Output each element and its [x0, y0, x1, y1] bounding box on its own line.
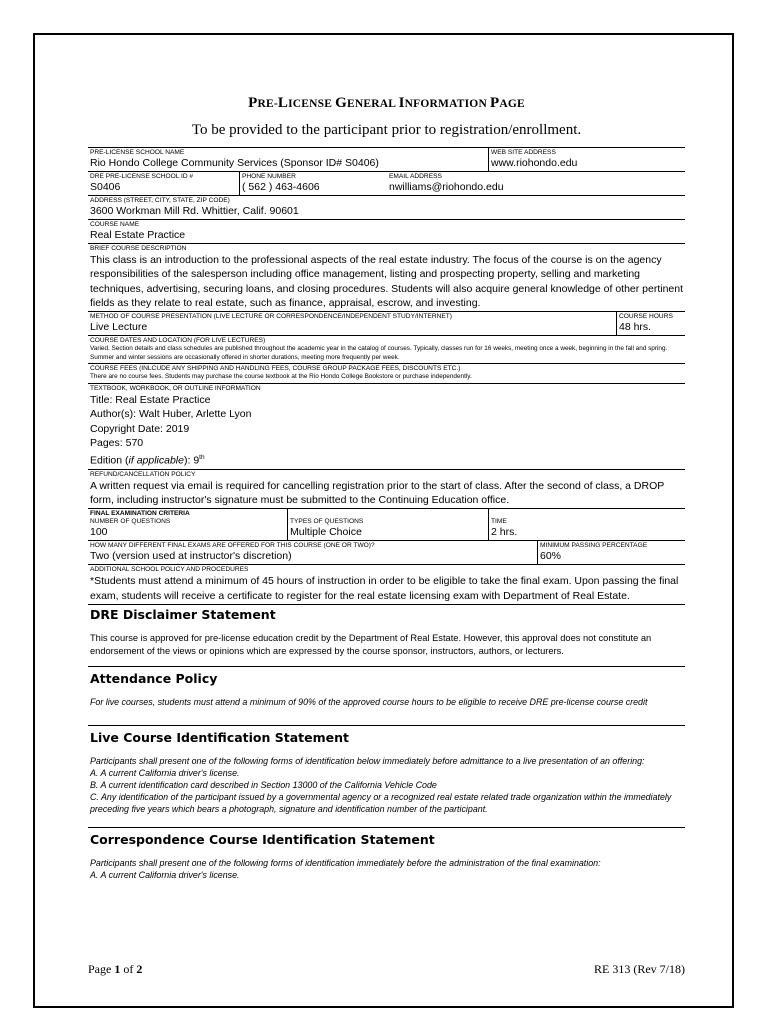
disclaimer-section [88, 607, 685, 658]
page-number: Page 1 of 2 [88, 962, 143, 976]
exam-criteria-label: FINAL EXAMINATION CRITERIA [90, 510, 190, 518]
dates-label: COURSE DATES AND LOCATION (FOR LIVE LECTURES) [90, 337, 266, 345]
types-label: TYPES OF QUESTIONS [290, 518, 364, 526]
textbook-label: TEXTBOOK, WORKBOOK, OR OUTLINE INFORMATION [90, 384, 261, 392]
exams-value: Two (version used at instructor's discretion) [90, 550, 292, 563]
refund-cell [88, 470, 685, 509]
num-questions-cell [88, 509, 287, 540]
textbook-title: Title: Real Estate Practice [90, 393, 211, 406]
fees-cell [88, 364, 685, 383]
phone-cell [239, 172, 387, 195]
live-id-item-c: C. Any identification of the participant issued by a governmental agency or a recognized real estate related trade organization within the immediately preceding five years which bears a photograph, signature and identification number of the participant. [90, 791, 672, 814]
website-label: WEB SITE ADDRESS [491, 149, 556, 156]
school-name-label: PRE-LICENSE SCHOOL NAME [90, 149, 185, 156]
corr-id-heading: Correspondence Course Identification Statement [90, 831, 435, 847]
textbook-authors: Author(s): Walt Huber, Arlette Lyon [90, 408, 252, 421]
website-value: www.riohondo.edu [491, 157, 578, 169]
email-label: EMAIL ADDRESS [389, 173, 442, 180]
disclaimer-text: This course is approved for pre-license education credit by the Department of Real Estate. However, this approval does not constitute an endorsement of the views or opinions which are expressed by the course sponsor, instructors, authors, or lecturers. [90, 632, 652, 656]
method-cell [88, 312, 616, 335]
additional-value: *Students must attend a minimum of 45 hours of instruction in order to be eligible to take the final exam. Upon passing the final exam, students will receive a certificate to register for the real estate licensing exam with Department of Real Estate. [90, 575, 679, 602]
phone-label: PHONE NUMBER [242, 173, 296, 180]
course-name-row [88, 219, 685, 243]
course-name-cell [88, 220, 685, 243]
live-id-heading: Live Course Identification Statement [90, 729, 350, 745]
additional-row [88, 564, 685, 605]
method-row [88, 311, 685, 335]
school-name-value: Rio Hondo College Community Services (Sponsor ID# S0406) [90, 157, 379, 169]
school-id-value: S0406 [90, 181, 121, 193]
document-content [88, 94, 685, 881]
exams-cell [88, 541, 537, 564]
corr-id-intro: Participants shall present one of the following forms of identification immediately before the administration of the final examination: [90, 857, 601, 868]
contact-row [88, 171, 685, 195]
exams-label: HOW MANY DIFFERENT FINAL EXAMS ARE OFFERED FOR THIS COURSE (ONE OR TWO)? [90, 542, 375, 550]
refund-value: A written request via email is required for cancelling registration prior to the start of class. After the second of class, a DROP form, including instructor's signature must be submitted to the Continuing Education office. [90, 479, 665, 506]
fees-label: COURSE FEES (INLCUDE ANY SHIPPING AND HANDLING FEES, COURSE GROUP PACKAGE FEES, DISCOUNTS ETC.) [90, 365, 461, 373]
exams-row [88, 540, 685, 564]
phone-value: ( 562 ) 463-4606 [242, 181, 320, 193]
email-cell [387, 172, 685, 195]
course-name-label: COURSE NAME [90, 221, 140, 228]
corr-id-section [88, 827, 685, 881]
corr-id-item-a: A. A current California driver's license. [90, 869, 240, 880]
dates-cell [88, 336, 685, 363]
live-id-section [88, 725, 685, 815]
page-title: PRE-LICENSE GENERAL INFORMATION PAGE [248, 95, 525, 111]
hours-value: 48 hrs. [619, 321, 652, 334]
live-id-intro: Participants shall present one of the following forms of identification below immediately before admittance to a live presentation of an offering: [90, 755, 645, 766]
hours-label: COURSE HOURS [619, 313, 673, 321]
live-id-item-a: A. A current California driver's license. [90, 767, 240, 778]
page-subtitle: To be provided to the participant prior to registration/enrollment. [191, 122, 582, 138]
school-row [88, 147, 685, 171]
refund-label: REFUND/CANCELLATION POLICY [90, 470, 196, 478]
description-row [88, 243, 685, 311]
textbook-pages: Pages: 570 [90, 437, 144, 450]
method-value: Live Lecture [90, 321, 148, 334]
textbook-cell [88, 384, 685, 469]
description-value: This class is an introduction to the professional aspects of the real estate industry. The focus of the course is on the agency responsibilities of the salesperson including office management, listing and prospecting property, selling and marketing techniques, advertising, securing loans, and closing procedures. Students will also acquire general knowledge of other pertinent fields as they relate to real estate, such as finance, appraisal, escrow, and investing. [90, 254, 684, 309]
page-footer [88, 962, 685, 977]
num-questions-value: 100 [90, 526, 108, 539]
school-id-label: DRE PRE-LICENSE SCHOOL ID # [90, 173, 194, 180]
num-questions-label: NUMBER OF QUESTIONS [90, 518, 171, 526]
address-value: 3600 Workman Mill Rd. Whittier, Calif. 90601 [90, 205, 299, 217]
additional-label: ADDITIONAL SCHOOL POLICY AND PROCEDURES [90, 566, 249, 574]
passing-value: 60% [540, 550, 562, 563]
live-id-item-b: B. A current identification card described in Section 13000 of the California Vehicle Code [90, 779, 437, 790]
types-cell [287, 509, 488, 540]
school-name-cell [88, 148, 488, 171]
dates-row [88, 335, 685, 363]
exam-row [88, 508, 685, 540]
dates-value: Varied. Section details and class schedules are published throughout the academic year in the catalog of courses. Typically, classes run for 16 weeks, meeting once a week, beginning in the fall and spring. Summer and winter sessions are occasionally offered in shorter durations, meeting more frequently per week. [90, 345, 668, 361]
textbook-copyright: Copyright Date: 2019 [90, 422, 190, 435]
attendance-text: For live courses, students must attend a minimum of 90% of the approved course hours to be eligible to receive DRE pre-license course credit [90, 696, 648, 707]
hours-cell [616, 312, 685, 335]
form-id: RE 313 (Rev 7/18) [594, 962, 685, 976]
address-label: ADDRESS (STREET, CITY, STATE, ZIP CODE) [90, 197, 230, 204]
attendance-heading: Attendance Policy [90, 670, 218, 686]
disclaimer-heading: DRE Disclaimer Statement [90, 606, 276, 622]
email-value: nwilliams@riohondo.edu [389, 181, 504, 193]
textbook-edition: Edition (if applicable): 9th [90, 453, 205, 467]
website-cell [488, 148, 685, 171]
textbook-row [88, 383, 685, 469]
time-cell [488, 509, 685, 540]
school-id-cell [88, 172, 239, 195]
time-label: TIME [491, 518, 507, 526]
additional-cell [88, 565, 685, 604]
types-value: Multiple Choice [290, 526, 362, 539]
description-cell [88, 244, 685, 311]
description-label: BRIEF COURSE DESCRIPTION [90, 245, 187, 252]
method-label: METHOD OF COURSE PRESENTATION (LIVE LECTURE OR CORRESPONDENCE/INDEPENDENT STUDY/INTERNET) [90, 313, 452, 321]
address-cell [88, 196, 685, 219]
course-name-value: Real Estate Practice [90, 229, 186, 241]
passing-label: MINIMUM PASSING PERCENTAGE [540, 542, 648, 550]
address-row [88, 195, 685, 219]
time-value: 2 hrs. [491, 526, 518, 539]
fees-value: There are no course fees. Students may purchase the course textbook at the Rio Hondo College Bookstore or purchase independently. [90, 373, 472, 381]
fees-row [88, 363, 685, 383]
passing-cell [537, 541, 685, 564]
attendance-section [88, 666, 685, 708]
refund-row [88, 469, 685, 509]
